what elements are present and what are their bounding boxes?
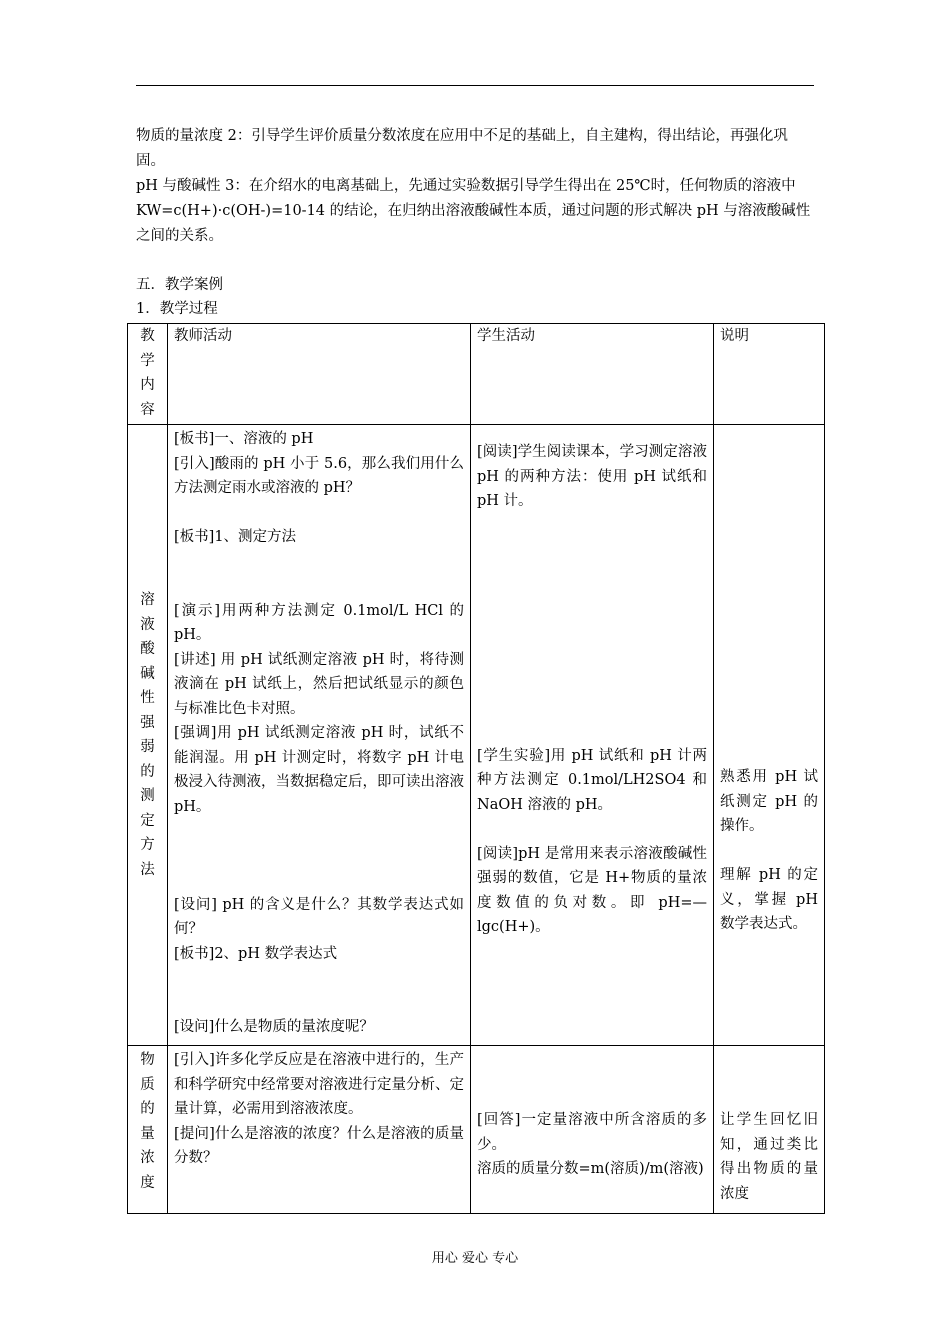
row1-note xyxy=(714,425,825,1046)
teacher-line: [板书]2、pH 数学表达式 xyxy=(174,945,338,962)
row2-teacher xyxy=(168,1046,471,1214)
row2-content: 物质的量浓度 xyxy=(128,1046,168,1214)
header-content: 教学内容 xyxy=(128,324,168,425)
teacher-line: [引入]酸雨的 pH 小于 5.6，那么我们用什么方法测定雨水或溶液的 pH？ xyxy=(174,455,464,496)
row1-student xyxy=(471,425,714,1046)
teacher-line: [板书]一、溶液的 pH xyxy=(174,431,314,447)
row2-note xyxy=(714,1046,825,1214)
page-footer: 用心 爱心 专心 xyxy=(431,1251,519,1266)
row2-student xyxy=(471,1046,714,1214)
student-line: [学生实验]用 pH 试纸和 pH 计两种方法测定 0.1mol/LH2SO4 和 NaOH 溶液的 pH。 xyxy=(477,747,707,813)
student-line: [回答]一定量溶液中所含溶质的多少。 xyxy=(477,1112,707,1153)
teacher-line: [设问] pH 的含义是什么？其数学表达式如何？ xyxy=(174,896,464,937)
teaching-process-table xyxy=(127,323,825,1214)
teacher-line: [设问]什么是物质的量浓度呢？ xyxy=(174,1019,374,1035)
table-row xyxy=(128,425,825,1046)
note-line: 熟悉用 pH 试纸测定 pH 的操作。 xyxy=(720,769,818,834)
note-line: 让学生回忆旧知，通过类比得出物质的量浓度 xyxy=(720,1112,818,1202)
header-note: 说明 xyxy=(714,324,825,425)
teacher-line: [演示]用两种方法测定 0.1mol/L HCl 的 pH。 xyxy=(174,602,464,643)
student-line: 溶质的质量分数=m(溶质)/m(溶液) xyxy=(477,1161,704,1177)
intro-paragraph-concentration: 物质的量浓度 2：引导学生评价质量分数浓度在应用中不足的基础上，自主建构，得出结论，再强化巩固。 xyxy=(136,128,788,169)
note-line: 理解 pH 的定义，掌握 pH 数学表达式。 xyxy=(720,867,818,932)
teacher-line: [引入]许多化学反应是在溶液中进行的，生产和科学研究中经常要对溶液进行定量分析、定量计算，必需用到溶液浓度。 xyxy=(174,1052,464,1117)
teacher-line: [讲述] 用 pH 试纸测定溶液 pH 时，将待测液滴在 pH 试纸上，然后把试纸显示的颜色与标准比色卡对照。 xyxy=(174,651,464,717)
section-heading: 五．教学案例 xyxy=(136,277,223,293)
row1-teacher xyxy=(168,425,471,1046)
teacher-line: [板书]1、测定方法 xyxy=(174,529,297,545)
row1-content: 溶液酸碱性强弱的测定方法 xyxy=(128,425,168,1046)
teacher-line: [提问]什么是溶液的浓度？什么是溶液的质量分数？ xyxy=(174,1125,464,1166)
intro-paragraph-ph: pH 与酸碱性 3：在介绍水的电离基础上，先通过实验数据引导学生得出在 25℃时，任何物质的溶液中 KW=c(H+)·c(OH-)=10-14 的结论，在归纳出溶液酸碱性本质，通过问题的形式解决 pH 与溶液酸碱性之间的关系。 xyxy=(136,178,811,244)
table-header-row xyxy=(128,324,825,425)
header-rule xyxy=(136,85,814,86)
header-teacher: 教师活动 xyxy=(168,324,471,425)
subsection-heading: 1．教学过程 xyxy=(136,301,218,317)
table-row xyxy=(128,1046,825,1214)
teacher-line: [强调]用 pH 试纸测定溶液 pH 时，试纸不能润湿。用 pH 计测定时，将数字 pH 计电极浸入待测液，当数据稳定后，即可读出溶液 pH。 xyxy=(174,725,464,815)
student-line: [阅读]学生阅读课本，学习测定溶液 pH 的两种方法：使用 pH 试纸和 pH 计。 xyxy=(477,444,707,509)
header-student: 学生活动 xyxy=(471,324,714,425)
student-line: [阅读]pH 是常用来表示溶液酸碱性强弱的数值，它是 H+物质的量浓度数值的负对数。即 pH=—lgc(H+)。 xyxy=(477,845,707,935)
